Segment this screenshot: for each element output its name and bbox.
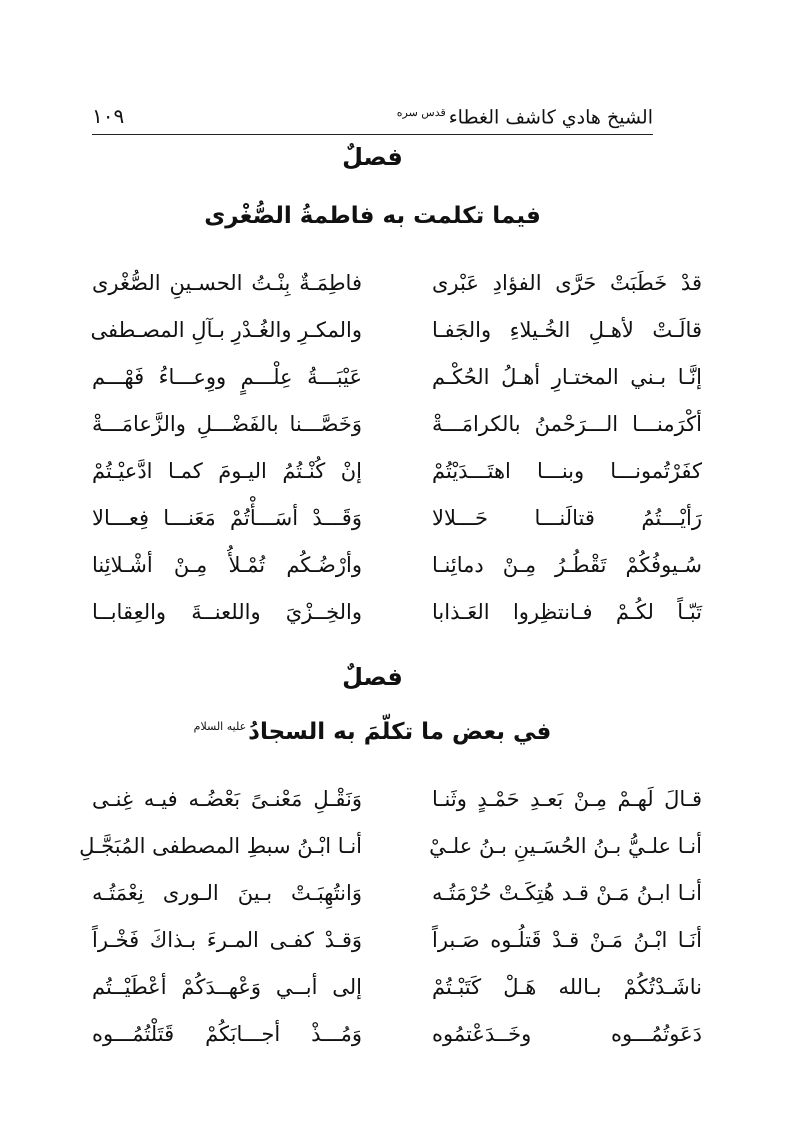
first-hemistich: أنَـا ابْـنُ مَـنْ قـدْ قَتلُـوه صَـبراً [432,927,702,952]
first-hemistich: كفَرْتُمونـــا وبنـــا اهتَـــدَيْتُمْ [432,458,702,483]
second-hemistich: أنـا ابْـنُ سبطِ المصطفى المُبَجَّـلِ [79,833,362,858]
verse-row [92,916,702,963]
second-hemistich: والمكـرِ والغُـدْرِ بـآلِ المصـطفى [90,317,362,342]
first-hemistich: قـالَ لَهـمْ مِـنْ بَعـدِ حَمْـدٍ وثَنـا [432,786,702,811]
second-hemistich: وَنَقْـلِ مَعْنـىً بَعْضُـه فيـه غِنـى [92,786,362,811]
first-hemistich: تَبّـاً لكُـمْ فـانتظِروا العَـذابا [432,599,702,624]
section-2-title-text: في بعض ما تكلّمَ به السجادُ [248,719,552,745]
first-hemistich: أكْرَمنـــا الـــرَحْمنُ بالكرامَـــةْ [432,411,702,436]
first-hemistich: سُـيوفُكُمْ تَقْطُـرُ مِـنْ دمائِنـا [432,552,702,577]
second-hemistich: إلى أبــي وَعْهــدَكُمْ أعْطَيْــتُم [92,974,362,999]
book-title-text: الشيخ هادي كاشف الغطاء [448,106,653,128]
verse-row [79,822,702,869]
second-hemistich: وَقـدْ كفـى المـرءَ بـذاكَ فَخْـراً [92,927,362,952]
second-hemistich: وَخَصَّـــنا بالفَضْـــلِ والزَّعامَـــةْ [92,411,362,436]
verse-row [92,306,702,353]
verse-row [92,259,702,306]
second-hemistich: وَقَـــدْ أسَـــأْتُمْ مَعَنـــا فِعـــالا [92,505,362,530]
first-hemistich: رَأيْـــتُمُ قتالَنـــا حَـــلالا [432,505,702,530]
second-hemistich: والخِــزْيَ واللعنــةَ والعِقابــا [92,599,362,624]
first-hemistich: قالَـتْ لأهـلِ الخُـيلاءِ والجَفـا [432,317,702,342]
first-hemistich: ناشَـدْتُكُمْ بـالله هَـلْ كَتَبْـتُمْ [432,974,702,999]
second-hemistich: إنْ كُنْـتُمُ اليـومَ كمـا ادَّعيْـتُمْ [92,458,362,483]
second-hemistich: وأرْضُـكُم تُمْـلأُ مِـنْ أشْـلائِنا [92,552,362,577]
section-2-title [92,719,653,745]
first-hemistich: دَعَوتُمُـــوه وخَــدَعْتمُوه [432,1021,702,1046]
verse-row [92,869,702,916]
verse-row [92,400,702,447]
section-1-title [92,203,653,229]
verse-row [92,1010,702,1057]
second-hemistich: وَمُـــذْ أجـــابَكُمْ قَتَلْتُمُـــوه [92,1021,362,1046]
page-number: ١٠٩ [92,104,125,128]
second-hemistich: فاطِمَـةٌ بِنْـتُ الحسـينِ الصُّغْرى [92,270,362,295]
section-2-label: فصلٌ [342,663,403,691]
first-hemistich: أنـا ابـنُ مَـنْ قـد هُتِكَـتْ حُرْمَتُـه [432,880,702,905]
first-hemistich: إنَّـا بـني المختـارِ أهـلُ الحُكْـم [432,364,702,389]
verse-row [92,353,702,400]
second-hemistich: وَانتُهِبَـتْ بـينَ الـورى نِعْمَتُـه [92,880,362,905]
verse-row [92,963,702,1010]
honorific-mark: عليه السلام [193,720,247,734]
second-hemistich: عَيْبَـــةُ عِلْـــمٍ ووِعـــاءُ فَهْـــم [92,364,362,389]
section-1-title-text: فيما تكلمت به فاطمةُ الصُّغْرى [204,203,541,229]
verse-row [92,588,702,635]
first-hemistich: قدْ خَطَبَتْ حَرَّى الفؤادِ عَبْرى [432,270,702,295]
section-1-label: فصلٌ [342,143,403,171]
verse-row [92,775,702,822]
verse-row [92,447,702,494]
poem-section-1 [92,259,702,635]
poem-section-2 [79,775,702,1057]
verse-row [92,494,702,541]
book-title [397,106,653,128]
first-hemistich: أنـا علـيُّ بـنُ الحُسَـينِ بـنُ علـيْ [429,833,702,858]
running-header [92,92,653,135]
verse-row [92,541,702,588]
honorific-mark: قدس سره [396,105,446,119]
